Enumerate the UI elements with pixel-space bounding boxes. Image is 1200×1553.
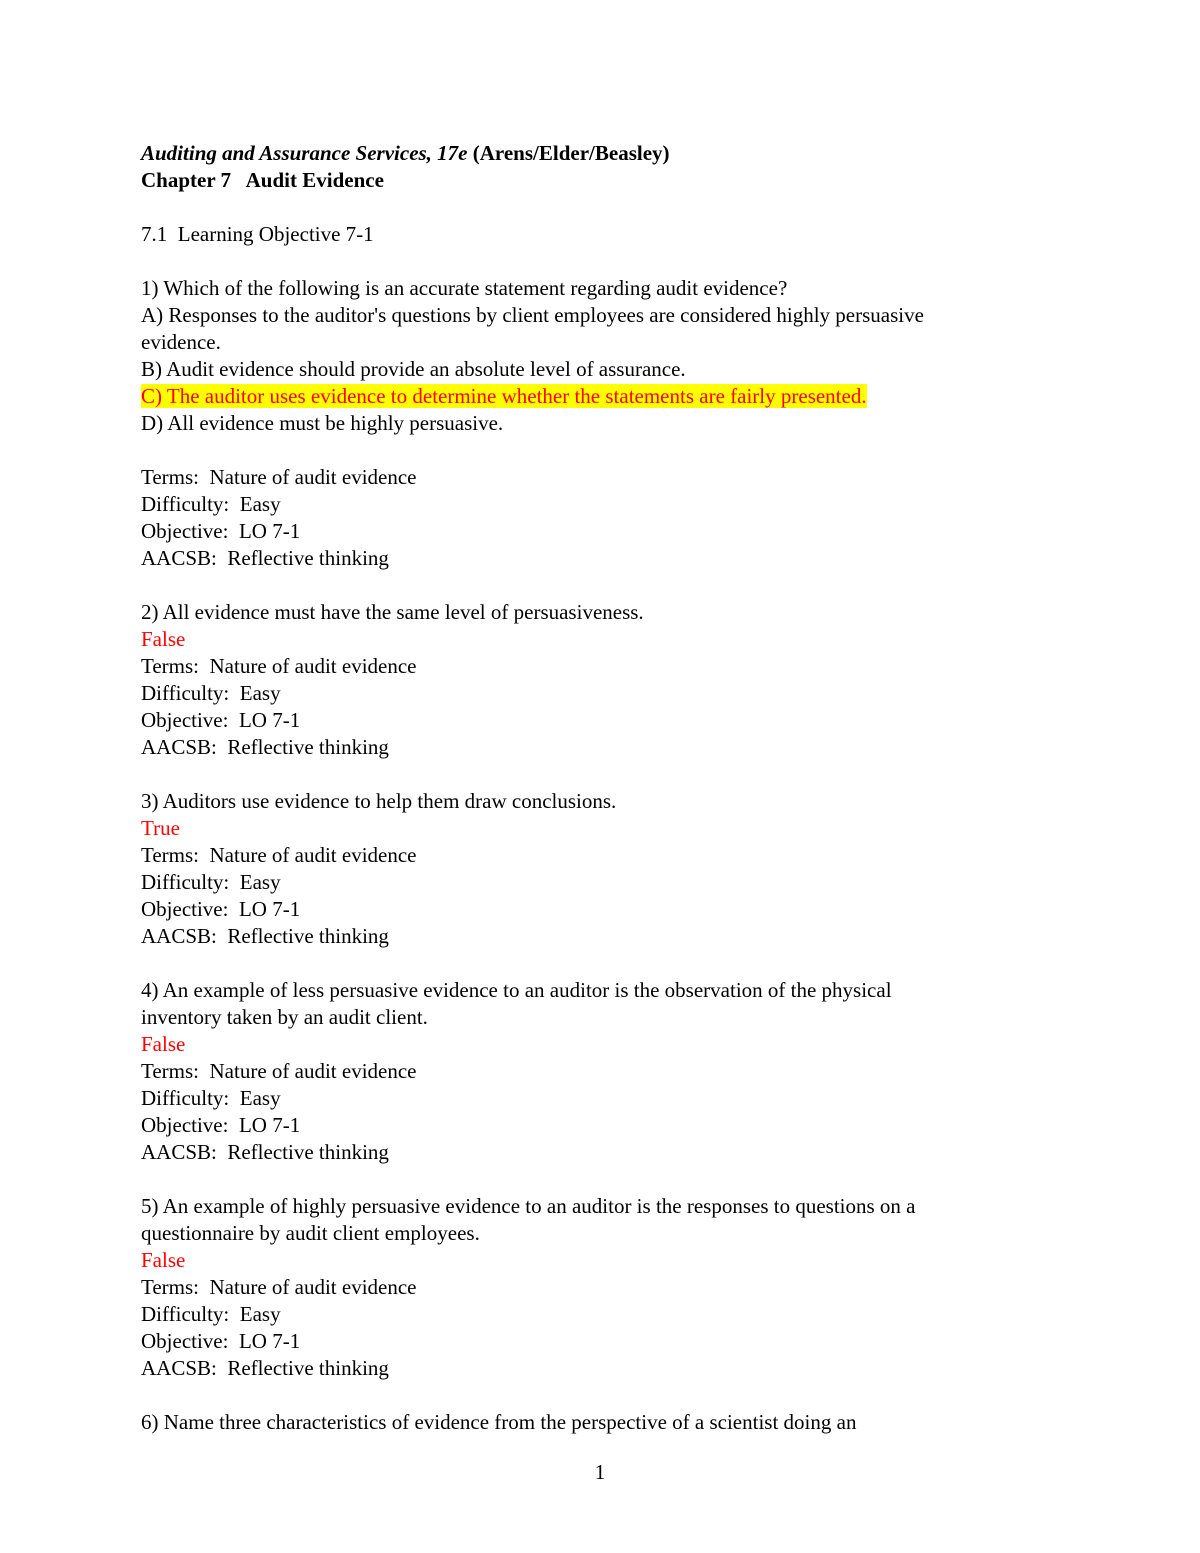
question-stem-continued: questionnaire by audit client employees.: [141, 1221, 480, 1245]
book-title-line: [141, 140, 1061, 167]
difficulty: Difficulty: Easy: [141, 492, 281, 516]
objective: Objective: LO 7-1: [141, 708, 301, 732]
difficulty: Difficulty: Easy: [141, 870, 281, 894]
question-6: [141, 1409, 1061, 1436]
objective: Objective: LO 7-1: [141, 897, 301, 921]
difficulty: Difficulty: Easy: [141, 681, 281, 705]
aacsb: AACSB: Reflective thinking: [141, 546, 389, 570]
option-a: A) Responses to the auditor's questions by client employees are considered highly persuasive: [141, 303, 924, 327]
book-authors: (Arens/Elder/Beasley): [472, 141, 670, 165]
terms: Terms: Nature of audit evidence: [141, 1275, 417, 1299]
option-a-continued: evidence.: [141, 330, 221, 354]
answer: False: [141, 1248, 186, 1272]
aacsb: AACSB: Reflective thinking: [141, 1140, 389, 1164]
question-stem: 6) Name three characteristics of evidence from the perspective of a scientist doing an: [141, 1410, 857, 1434]
terms: Terms: Nature of audit evidence: [141, 654, 417, 678]
aacsb: AACSB: Reflective thinking: [141, 735, 389, 759]
question-stem-continued: inventory taken by an audit client.: [141, 1005, 428, 1029]
question-stem: 2) All evidence must have the same level of persuasiveness.: [141, 600, 644, 624]
question-stem: 3) Auditors use evidence to help them draw conclusions.: [141, 789, 617, 813]
objective: Objective: LO 7-1: [141, 1329, 301, 1353]
question-1: [141, 275, 1061, 572]
question-2: [141, 599, 1061, 761]
option-d: D) All evidence must be highly persuasive.: [141, 411, 504, 435]
difficulty: Difficulty: Easy: [141, 1086, 281, 1110]
answer: False: [141, 627, 186, 651]
objective: Objective: LO 7-1: [141, 1113, 301, 1137]
question-stem: 4) An example of less persuasive evidence to an auditor is the observation of the physical: [141, 978, 892, 1002]
page-content: [141, 140, 1061, 1436]
aacsb: AACSB: Reflective thinking: [141, 924, 389, 948]
answer: False: [141, 1032, 186, 1056]
section-heading: 7.1 Learning Objective 7-1: [141, 222, 374, 246]
terms: Terms: Nature of audit evidence: [141, 465, 417, 489]
highlighted-answer: C) The auditor uses evidence to determine whether the statements are fairly presented.: [141, 384, 867, 408]
chapter-title: Chapter 7 Audit Evidence: [141, 168, 384, 192]
book-title: Auditing and Assurance Services, 17e: [141, 141, 468, 165]
question-3: [141, 788, 1061, 950]
question-5: [141, 1193, 1061, 1382]
answer: True: [141, 816, 180, 840]
terms: Terms: Nature of audit evidence: [141, 1059, 417, 1083]
option-c-correct: [141, 383, 1061, 410]
objective: Objective: LO 7-1: [141, 519, 301, 543]
page-number: 1: [594, 1460, 606, 1484]
difficulty: Difficulty: Easy: [141, 1302, 281, 1326]
terms: Terms: Nature of audit evidence: [141, 843, 417, 867]
question-4: [141, 977, 1061, 1166]
question-stem: 5) An example of highly persuasive evidence to an auditor is the responses to questions on a: [141, 1194, 916, 1218]
option-b: B) Audit evidence should provide an absolute level of assurance.: [141, 357, 686, 381]
aacsb: AACSB: Reflective thinking: [141, 1356, 389, 1380]
question-stem: 1) Which of the following is an accurate statement regarding audit evidence?: [141, 276, 788, 300]
